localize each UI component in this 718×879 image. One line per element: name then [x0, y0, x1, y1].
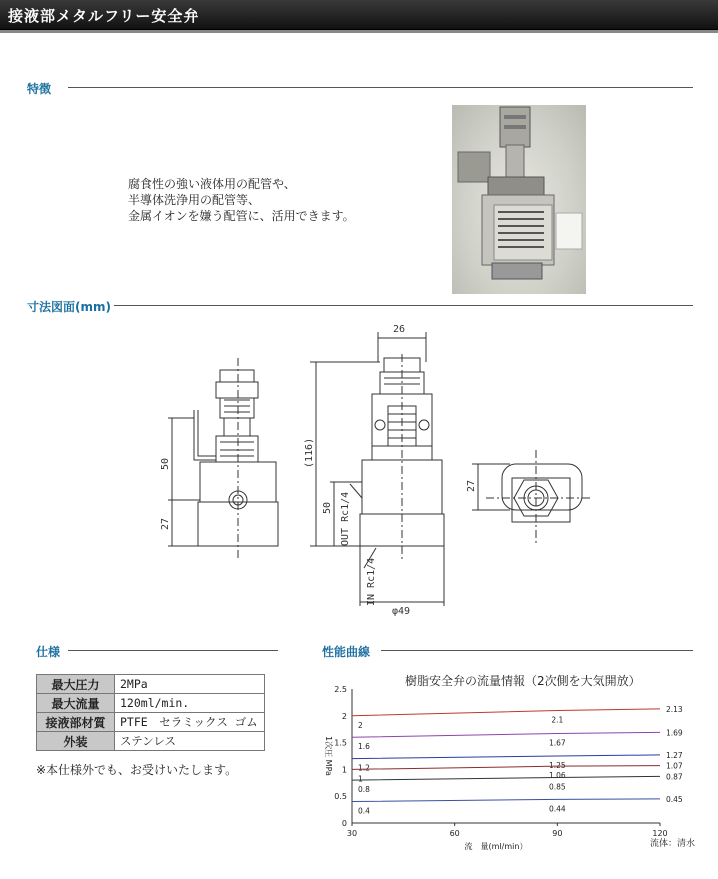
- y-tick-label: 1: [341, 765, 347, 775]
- chart-title: 樹脂安全弁の流量情報（2次側を大気開放）: [405, 674, 641, 688]
- dim-phi49: φ49: [392, 606, 411, 617]
- data-label: 1.2: [358, 763, 370, 773]
- spec-key: 最大流量: [37, 694, 115, 713]
- dimensions-title: 寸法図面(mm): [27, 300, 111, 314]
- specs-rule: [68, 650, 278, 651]
- spec-note: ※本仕様外でも、お受けいたします。: [36, 763, 238, 777]
- spec-value: ステンレス: [115, 732, 265, 751]
- series-line: [352, 755, 660, 759]
- dimension-drawing: [150, 318, 600, 622]
- spec-value: 2MPa: [115, 675, 265, 694]
- page-header: [0, 0, 718, 30]
- x-tick-label: 120: [652, 829, 668, 838]
- spec-key: 外装: [37, 732, 115, 751]
- data-label: 0.4: [358, 806, 370, 816]
- data-label: 1.69: [666, 728, 683, 738]
- table-row: [37, 694, 265, 713]
- data-label: 0.8: [358, 785, 370, 795]
- feature-line: 金属イオンを嫌う配管に、活用できます。: [128, 209, 355, 223]
- series-line: [352, 709, 660, 716]
- y-tick-label: 2.5: [334, 685, 347, 694]
- x-tick-label: 60: [449, 829, 460, 838]
- data-label: 1.25: [548, 761, 566, 770]
- y-axis-label: 1次圧 MPa: [324, 736, 333, 776]
- features-description: [128, 176, 355, 224]
- table-row: [37, 713, 265, 732]
- data-label: 1.27: [666, 750, 683, 760]
- x-tick-label: 90: [552, 829, 563, 838]
- spec-table: [36, 674, 265, 751]
- data-label: 0.44: [548, 804, 566, 814]
- product-photo: [452, 105, 586, 294]
- data-label: 1.07: [666, 761, 683, 771]
- performance-title: 性能曲線: [322, 645, 371, 659]
- spec-value: 120ml/min.: [115, 694, 265, 713]
- performance-chart: [300, 680, 700, 855]
- front-view: [310, 332, 444, 606]
- x-axis-label: 流 量(ml/min）: [464, 842, 528, 851]
- dim-27-side: 27: [160, 517, 171, 530]
- series-line: [352, 766, 660, 770]
- features-title: 特徴: [27, 82, 52, 96]
- data-label: 2: [358, 720, 363, 730]
- series-line: [352, 799, 660, 802]
- spec-value: PTFE セラミックス ゴム: [115, 713, 265, 732]
- table-row: [37, 675, 265, 694]
- side-view: [168, 358, 278, 558]
- specs-title: 仕様: [36, 645, 61, 659]
- performance-rule: [381, 650, 693, 651]
- dim-50-front: 50: [322, 501, 333, 514]
- in-port-label: IN Rc1/4: [366, 557, 377, 606]
- data-label: 0.45: [666, 794, 683, 804]
- y-tick-label: 0: [341, 819, 347, 828]
- spec-key: 接液部材質: [37, 713, 115, 732]
- data-label: 1.6: [358, 742, 370, 752]
- feature-line: 腐食性の強い液体用の配管や、: [128, 177, 296, 191]
- data-label: 1.67: [548, 738, 566, 748]
- features-rule: [68, 87, 693, 88]
- header-underline: [0, 30, 718, 33]
- y-tick-label: 0.5: [334, 792, 347, 802]
- data-label: 1: [358, 774, 363, 784]
- series-line: [352, 776, 660, 780]
- series-line: [352, 732, 660, 737]
- dim-116: (116): [304, 437, 315, 468]
- dimensions-rule: [114, 305, 693, 306]
- dim-27-top: 27: [466, 479, 477, 492]
- data-label: 2.13: [666, 704, 683, 714]
- out-port-label: OUT Rc1/4: [340, 491, 351, 546]
- data-label: 2.1: [551, 715, 564, 725]
- dim-26: 26: [393, 324, 406, 335]
- data-label: 0.87: [666, 772, 683, 782]
- page-title: 接液部メタルフリー安全弁: [8, 7, 200, 25]
- spec-key: 最大圧力: [37, 675, 115, 694]
- data-label: 0.85: [548, 782, 566, 792]
- feature-line: 半導体洗浄用の配管等、: [128, 193, 261, 207]
- top-view: [472, 450, 590, 544]
- data-label: 1.06: [548, 771, 566, 781]
- x-tick-label: 30: [346, 829, 358, 838]
- y-tick-label: 2: [341, 711, 347, 721]
- y-tick-label: 1.5: [334, 738, 347, 748]
- fluid-label: 流体：清水: [650, 839, 696, 849]
- table-row: [37, 732, 265, 751]
- dim-50-side: 50: [160, 457, 171, 470]
